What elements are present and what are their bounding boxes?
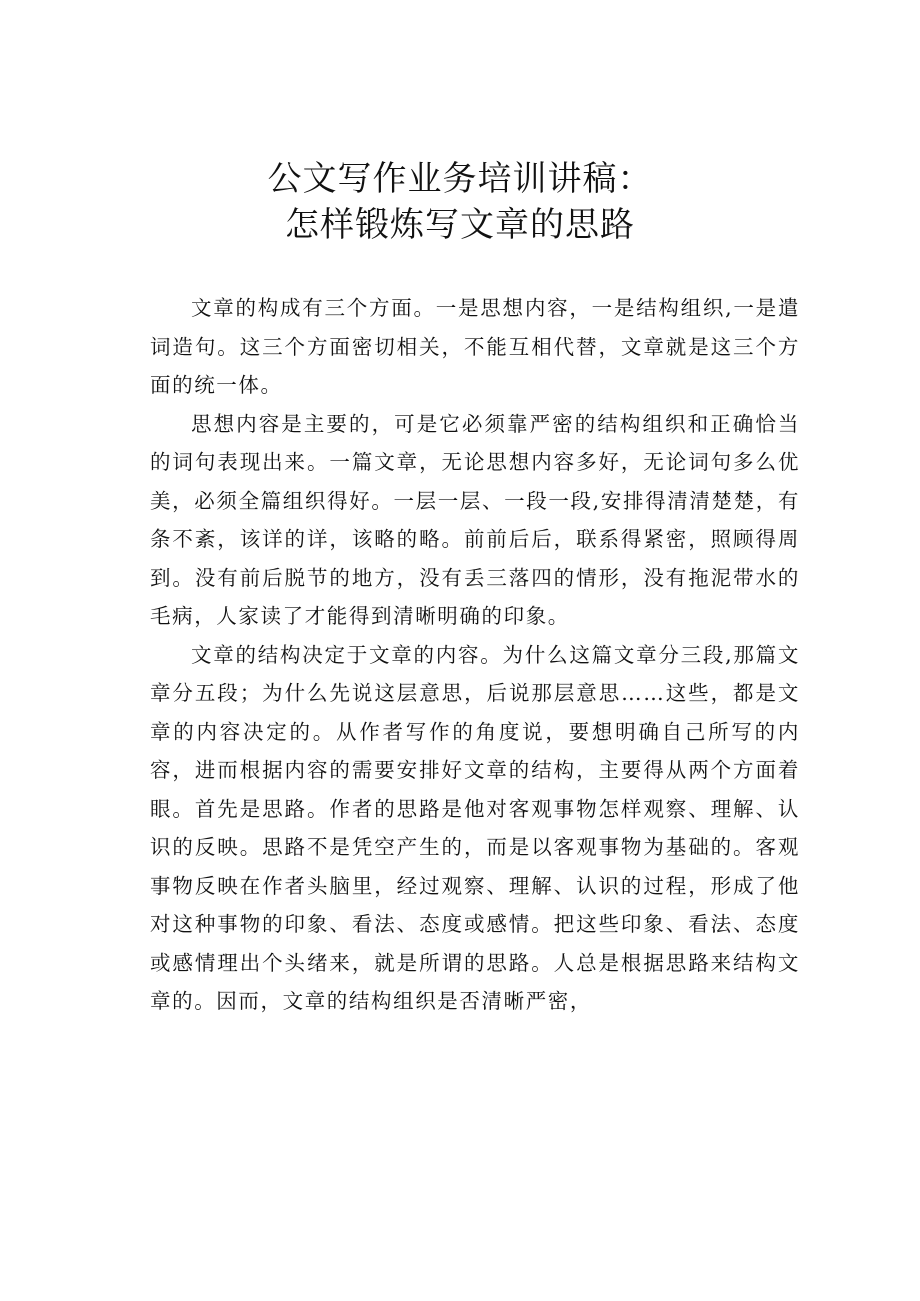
title-line-2: 怎样锻炼写文章的思路 bbox=[285, 205, 635, 245]
paragraph-3: 文章的结构决定于文章的内容。为什么这篇文章分三段,那篇文章分五段；为什么先说这层意思，后说那层意思……这些，都是文章的内容决定的。从作者写作的角度说，要想明确自己所写的内容，进而根据内容的需要安排好文章的结构，主要得从两个方面着眼。首先是思路。作者的思路是他对客观事物怎样观察、理解、认识的反映。思路不是凭空产生的，而是以客观事物为基础的。客观事物反映在作者头脑里，经过观察、理解、认识的过程，形成了他对这种事物的印象、看法、态度或感情。把这些印象、看法、态度或感情理出个头绪来，就是所谓的思路。人总是根据思路来结构文章的。因而，文章的结构组织是否清晰严密， bbox=[150, 642, 800, 1013]
paragraph-1: 文章的构成有三个方面。一是思想内容，一是结构组织,一是遣词造句。这三个方面密切相关，不能互相代替，文章就是这三个方面的统一体。 bbox=[150, 296, 800, 397]
title-line-1: 公文写作业务培训讲稿： bbox=[267, 159, 653, 199]
document-title bbox=[0, 156, 920, 248]
paragraph-2: 思想内容是主要的，可是它必须靠严密的结构组织和正确恰当的词句表现出来。一篇文章，无论思想内容多好，无论词句多么优美，必须全篇组织得好。一层一层、一段一段,安排得清清楚楚，有条不紊，该详的详，该略的略。前前后后，联系得紧密，照顾得周到。没有前后脱节的地方，没有丢三落四的情形，没有拖泥带水的毛病，人家读了才能得到清晰明确的印象。 bbox=[150, 411, 800, 628]
document-body bbox=[150, 289, 800, 1021]
